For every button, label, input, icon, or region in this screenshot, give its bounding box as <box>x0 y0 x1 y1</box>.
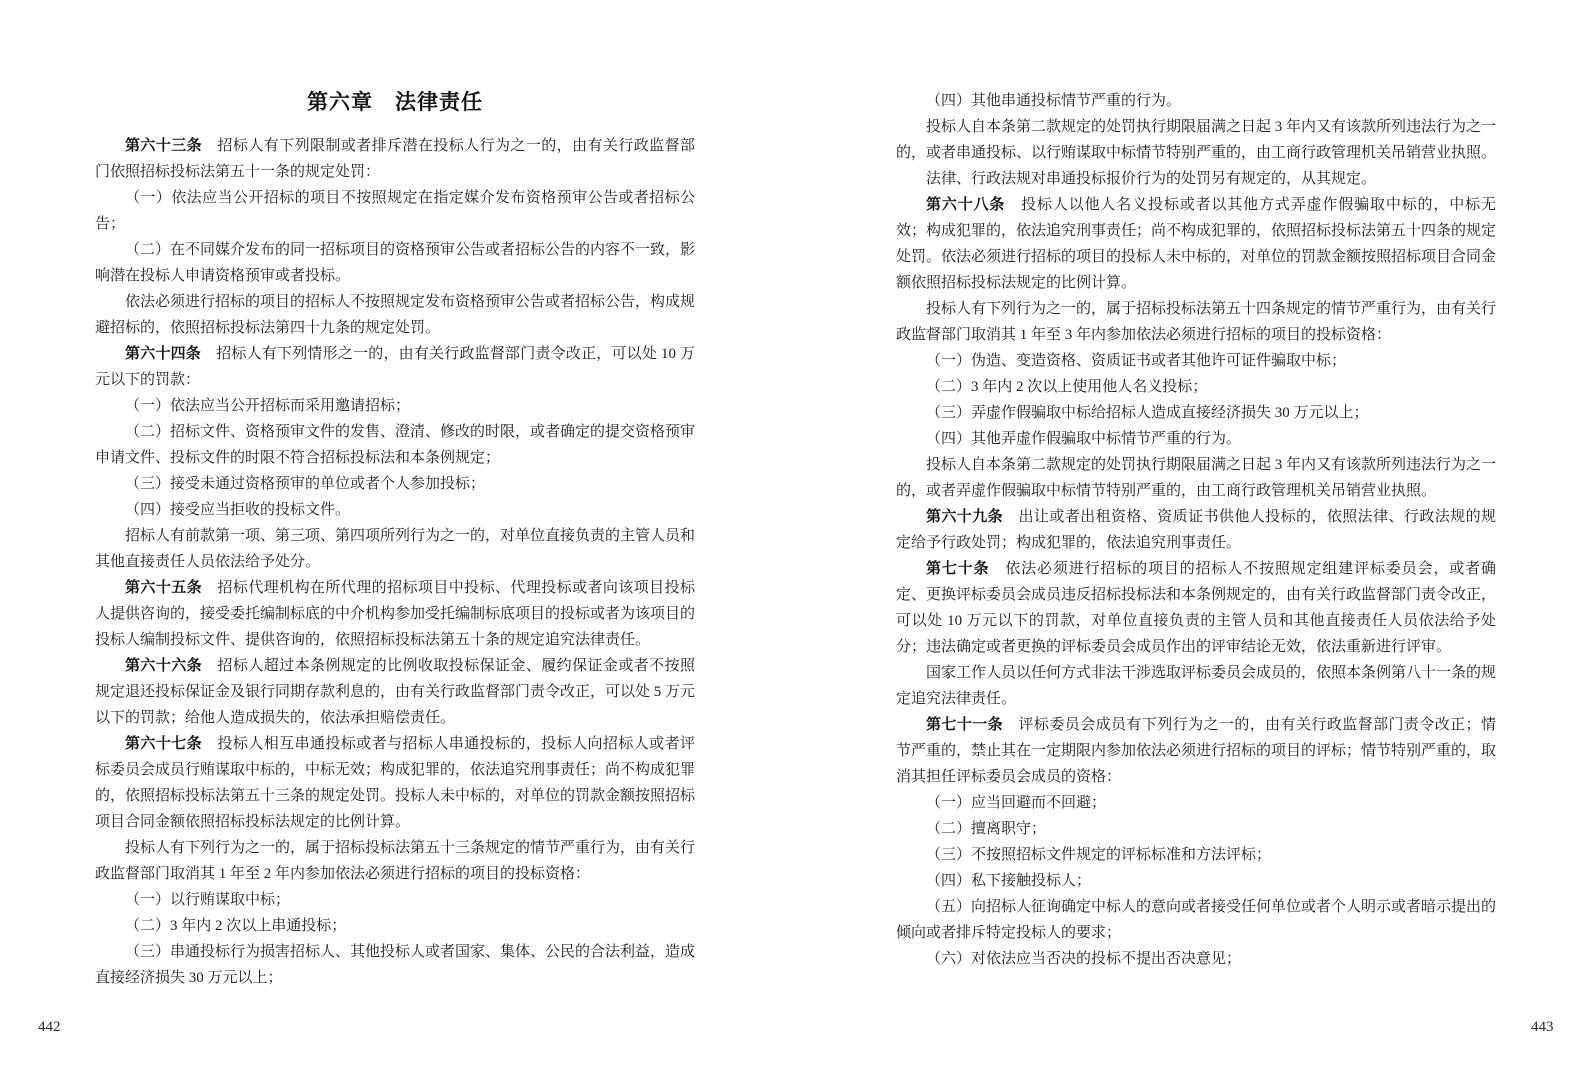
page-number-right: 443 <box>1531 1019 1554 1035</box>
page-left-paragraphs <box>95 133 695 991</box>
paragraph: （五）向招标人征询确定中标人的意向或者接受任何单位或者个人明示或者暗示提出的倾向或者排斥特定投标人的要求； <box>896 899 1497 941</box>
paragraph: （四）接受应当拒收的投标文件。 <box>125 502 351 518</box>
paragraph: （四）其他串通投标情节严重的行为。 <box>926 93 1182 109</box>
paragraph: （二）3 年内 2 次以上使用他人名义投标； <box>926 379 1208 395</box>
paragraph: （二）擅离职守； <box>926 821 1047 837</box>
page-right-body <box>896 88 1496 972</box>
paragraph: （六）对依法应当否决的投标不提出否决意见； <box>926 951 1242 967</box>
paragraph: （二）在不同媒介发布的同一招标项目的资格预审公告或者招标公告的内容不一致，影响潜在投标人申请资格预审或者投标。 <box>95 242 696 284</box>
paragraph: （四）私下接触投标人； <box>926 873 1092 889</box>
paragraph: （二）招标文件、资格预审文件的发售、澄清、修改的时限，或者确定的提交资格预审申请文件、投标文件的时限不符合招标投标法和本条例规定； <box>95 424 696 466</box>
article-number: 第六十九条 <box>926 509 1004 525</box>
page-left-body <box>95 88 695 991</box>
paragraph: 法律、行政法规对串通投标报价行为的处罚另有规定的，从其规定。 <box>926 171 1377 187</box>
chapter-title: 第六章 法律责任 <box>307 91 483 114</box>
paragraph: （四）其他弄虚作假骗取中标情节严重的行为。 <box>926 431 1242 447</box>
article-number: 第六十五条 <box>125 580 203 596</box>
paragraph: （三）不按照招标文件规定的评标标准和方法评标； <box>926 847 1272 863</box>
article-paragraph: 第七十一条 评标委员会成员有下列行为之一的，由有关行政监督部门责令改正；情节严重的，禁止其在一定期限内参加依法必须进行招标的项目的评标；情节特别严重的，取消其担任评标委员会成员的资格： <box>896 717 1497 785</box>
paragraph: 依法必须进行招标的项目的招标人不按照规定发布资格预审公告或者招标公告，构成规避招标的，依照招标投标法第四十九条的规定处罚。 <box>95 294 696 336</box>
page-right-paragraphs <box>896 88 1496 972</box>
article-paragraph: 第六十七条 投标人相互串通投标或者与招标人串通投标的，投标人向招标人或者评标委员会成员行贿谋取中标的，中标无效；构成犯罪的，依法追究刑事责任；尚不构成犯罪的，依照招标投标法第五十三条的规定处罚。投标人未中标的，对单位的罚款金额按照招标项目合同金额依照招标投标法规定的比例计算。 <box>95 736 696 830</box>
paragraph: （一）依法应当公开招标而采用邀请招标； <box>125 398 411 414</box>
article-paragraph: 第六十六条 招标人超过本条例规定的比例收取投标保证金、履约保证金或者不按照规定退还投标保证金及银行同期存款利息的，由有关行政监督部门责令改正，可以处 5 万元以下的罚款；给他人造成损失的，依法承担赔偿责任。 <box>95 658 696 726</box>
page-number-left: 442 <box>38 1019 61 1035</box>
paragraph: 投标人自本条第二款规定的处罚执行期限届满之日起 3 年内又有该款所列违法行为之一的，或者串通投标、以行贿谋取中标情节特别严重的，由工商行政管理机关吊销营业执照。 <box>896 119 1497 161</box>
paragraph: （三）接受未通过资格预审的单位或者个人参加投标； <box>125 476 486 492</box>
article-number: 第六十三条 <box>125 138 203 154</box>
article-paragraph: 第六十八条 投标人以他人名义投标或者以其他方式弄虚作假骗取中标的，中标无效；构成犯罪的，依法追究刑事责任；尚不构成犯罪的，依照招标投标法第五十四条的规定处罚。依法必须进行招标的项目的投标人未中标的，对单位的罚款金额按照招标项目合同金额依照招标投标法规定的比例计算。 <box>896 197 1497 291</box>
article-paragraph: 第六十五条 招标代理机构在所代理的招标项目中投标、代理投标或者向该项目投标人提供咨询的，接受委托编制标底的中介机构参加受托编制标底项目的投标或者为该项目的投标人编制投标文件、提供咨询的，依照招标投标法第五十条的规定追究法律责任。 <box>95 580 696 648</box>
article-paragraph: 第六十四条 招标人有下列情形之一的，由有关行政监督部门责令改正，可以处 10 万元以下的罚款： <box>95 346 695 388</box>
paragraph: 招标人有前款第一项、第三项、第四项所列行为之一的，对单位直接负责的主管人员和其他直接责任人员依法给予处分。 <box>95 528 696 570</box>
article-number: 第六十七条 <box>125 736 203 752</box>
article-paragraph: 第七十条 依法必须进行招标的项目的招标人不按照规定组建评标委员会，或者确定、更换评标委员会成员违反招标投标法和本条例规定的，由有关行政监督部门责令改正，可以处 10 万元以下的罚款，对单位直接负责的主管人员和其他直接责任人员依法给予处分；违法确定或者更换的评标委员会成员作出的评审结论无效，依法重新进行评审。 <box>896 561 1497 655</box>
article-paragraph: 第六十三条 招标人有下列限制或者排斥潜在投标人行为之一的，由有关行政监督部门依照招标投标法第五十一条的规定处罚： <box>95 138 695 180</box>
article-number: 第七十一条 <box>926 717 1004 733</box>
paragraph: （二）3 年内 2 次以上串通投标； <box>125 918 347 934</box>
paragraph: （一）依法应当公开招标的项目不按照规定在指定媒介发布资格预审公告或者招标公告； <box>95 190 695 232</box>
paragraph: （一）伪造、变造资格、资质证书或者其他许可证件骗取中标； <box>926 353 1347 369</box>
paragraph: （一）以行贿谋取中标； <box>125 892 291 908</box>
paragraph: 投标人有下列行为之一的，属于招标投标法第五十四条规定的情节严重行为，由有关行政监督部门取消其 1 年至 3 年内参加依法必须进行招标的项目的投标资格： <box>896 301 1497 343</box>
article-number: 第七十条 <box>926 561 990 577</box>
paragraph: 国家工作人员以任何方式非法干涉选取评标委员会成员的，依照本条例第八十一条的规定追究法律责任。 <box>896 665 1497 707</box>
article-number: 第六十四条 <box>125 346 202 362</box>
paragraph: （一）应当回避而不回避； <box>926 795 1107 811</box>
article-paragraph: 第六十九条 出让或者出租资格、资质证书供他人投标的，依照法律、行政法规的规定给予行政处罚；构成犯罪的，依法追究刑事责任。 <box>896 509 1496 551</box>
paragraph: 投标人自本条第二款规定的处罚执行期限届满之日起 3 年内又有该款所列违法行为之一的，或者弄虚作假骗取中标情节特别严重的，由工商行政管理机关吊销营业执照。 <box>896 457 1497 499</box>
article-number: 第六十八条 <box>926 197 1006 213</box>
paragraph: （三）串通投标行为损害招标人、其他投标人或者国家、集体、公民的合法利益，造成直接经济损失 30 万元以上； <box>95 944 696 986</box>
paragraph: （三）弄虚作假骗取中标给招标人造成直接经济损失 30 万元以上； <box>926 405 1369 421</box>
article-number: 第六十六条 <box>125 658 203 674</box>
paragraph: 投标人有下列行为之一的，属于招标投标法第五十三条规定的情节严重行为，由有关行政监督部门取消其 1 年至 2 年内参加依法必须进行招标的项目的投标资格： <box>95 840 696 882</box>
